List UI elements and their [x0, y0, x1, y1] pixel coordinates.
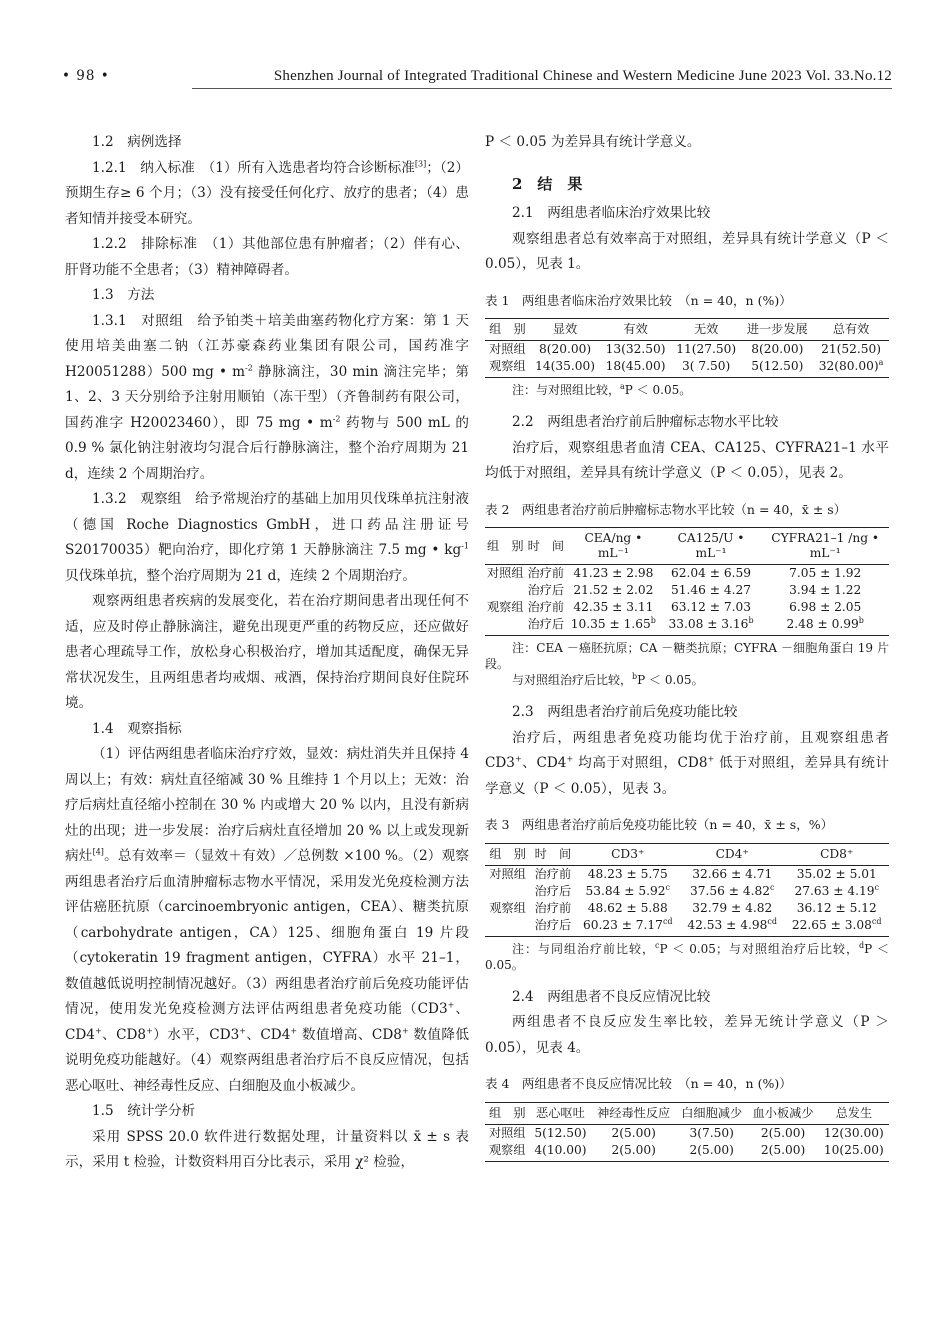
table-row: 治疗后 21.52 ± 2.02 51.46 ± 4.27 3.94 ± 1.22 [527, 583, 862, 597]
section-2-1-heading: 2.1 两组患者临床治疗效果比较 [512, 205, 711, 221]
table4: 组 别 恶心呕吐 神经毒性反应 白细胞减少 血小板减少 总发生 对照组 5(12.50) 2(5.00) 3(7.50) 2(5.00) 12(30.00) 观察组 4(10.00) 2(5.00) 2(5.00) 2(5.00) 10(25.00) [485, 1102, 889, 1162]
results-heading: 2 结 果 [512, 174, 583, 193]
header-rule [192, 88, 892, 89]
table-row: 观察组 14(35.00) 18(45.00) 3( 7.50) 5(12.50) $32(80.00)^a$ [485, 358, 889, 378]
table1-header: 有效 [600, 319, 671, 341]
significance-line: P ＜ 0.05 为差异具有统计学意义。 [485, 134, 701, 150]
table-row: 观察组 4(10.00) 2(5.00) 2(5.00) 2(5.00) 10(25.00) [485, 1142, 889, 1162]
section-2-2-text: 治疗后，观察组患者血清 CEA、CA125、CYFRA21–1 水平均低于对照组，差异具有统计学意义（P ＜ 0.05），见表 2。 [485, 439, 889, 481]
table-row: 对照组 治疗前 48.23 ± 5.75 32.66 ± 4.71 35.02 ± 5.01 [489, 866, 877, 881]
table-row: 对照组 8(20.00) 13(32.50) 11(27.50) 8(20.00) 21(52.50) [489, 342, 882, 356]
table3: 组 别 时 间 CD3⁺ CD4⁺ CD8⁺ 对照组 治疗前 48.23 ± 5.75 32.66 ± 4.71 35.02 ± 5.01 治疗后 53.84 ± 5.92$^c$ 37.56 ± 4.82$^c$ 27.63 ± 4.19$^c$ 观察组 治疗前 48.62 ± 5.88 32.79 ± 4.82 36.12 ± 5.12 治疗后 60.23 ± 7.17$^{cd}$ 42.53 ± 4.98$^{cd}$ 22.65 ± 3.08$^{cd}$ [485, 843, 889, 937]
section-1-3-heading: 1.3 方法 [92, 287, 155, 303]
page-number: • 98 • [62, 68, 110, 84]
table-row: 治疗后 53.84 ± 5.92$^c$ 37.56 ± 4.82$^c$ 27.63 ± 4.19$^c$ [534, 882, 879, 898]
running-header [62, 66, 892, 88]
exclusion-criteria: 1.2.2 排除标准 （1）其他部位患有肿瘤者；（2）伴有心、肝肾功能不全患者；（3）精神障碍者。 [65, 236, 469, 278]
table1 [485, 318, 889, 378]
table1-header: 无效 [671, 319, 742, 341]
observation-paragraph: 观察两组患者疾病的发展变化，若在治疗期间患者出现任何不适，应及时停止静脉滴注，避免出现更严重的药物反应，还应做好患者心理疏导工作，放松身心积极治疗，增加其适配度，确保无异常状况发生，且两组患者均戒烟、戒酒，保持治疗期间良好住院环境。 [65, 593, 469, 711]
section-2-3-heading: 2.3 两组患者治疗前后免疫功能比较 [512, 704, 738, 720]
table-row: 对照组 治疗前 41.23 ± 2.98 62.04 ± 6.59 7.05 ± 1.92 [487, 566, 862, 580]
right-column [485, 130, 889, 1162]
section-2-4-heading: 2.4 两组患者不良反应情况比较 [512, 988, 711, 1005]
table1-header: 显效 [530, 319, 601, 341]
table1-header: 进一步发展 [741, 319, 813, 341]
section-1-2-heading: 1.2 病例选择 [92, 134, 182, 150]
table2: 组 别 时 间 CEA/ng • mL⁻¹ CA125/U • mL⁻¹ CYFRA21–1 /ng • mL⁻¹ 对照组 治疗前 41.23 ± 2.98 62.04 ± 6.59 7.05 ± 1.92 治疗后 21.52 ± 2.02 51.46 ± 4.27 3.94 ± 1.22 观察组 治疗前 42.35 ± 3.11 63.12 ± 7.03 6.98 ± 2.05 治疗后 10.35 ± 1.65$^b$ 33.08 ± 3.16$^b$ 2.48 ± 0.99$^b$ [485, 527, 889, 636]
table-row: 对照组 5(12.50) 2(5.00) 3(7.50) 2(5.00) 12(30.00) [489, 1125, 884, 1140]
observation-group-method: 1.3.2 观察组 给予常规治疗的基础上加用贝伐珠单抗注射液（德国 Roche Diagnostics GmbH，进口药品注册证号 S20170035）靶向治疗，即化疗第 1 天静脉滴注 7.5 mg • $kg^{-1}$ 贝伐珠单抗，整个治疗周期为 21 d，连续 2 个周期治疗。 [65, 491, 469, 584]
table3-note: 注：与同组治疗前比较，$^c$P ＜ 0.05；与对照组治疗后比较，$^d$P ＜ 0.05。 [485, 940, 889, 972]
table2-caption: 表 2 两组患者治疗前后肿瘤标志物水平比较（n = 40，x̄ ± s） [485, 501, 847, 517]
table1-header: 组 别 [485, 319, 530, 341]
table2-note-2: 与对照组治疗后比较，$^b$P ＜ 0.05。 [512, 672, 704, 687]
statistics-paragraph: 采用 SPSS 20.0 软件进行数据处理，计量资料以 x̄ ± s 表示，采用 t 检验，计数资料用百分比表示，采用 χ² 检验， [65, 1128, 469, 1170]
table-row: 观察组 治疗前 42.35 ± 3.11 63.12 ± 7.03 6.98 ± 2.05 [487, 600, 862, 614]
table-row: 观察组 治疗前 48.62 ± 5.88 32.79 ± 4.82 36.12 ± 5.12 [489, 900, 877, 915]
section-2-1-text: 观察组患者总有效率高于对照组，差异具有统计学意义（P ＜ 0.05），见表 1。 [485, 230, 889, 272]
section-1-5-heading: 1.5 统计学分析 [92, 1103, 196, 1119]
table1-caption: 表 1 两组患者临床治疗效果比较 （n = 40，n (%)） [485, 292, 792, 308]
journal-title: Shenzhen Journal of Integrated Traditional Chinese and Western Medicine June 2023 Vol. 33.No.12 [273, 68, 892, 84]
table2-note: 注：CEA －癌胚抗原；CA －糖类抗原；CYFRA －细胞角蛋白 19 片段。 [485, 641, 889, 671]
table3-caption: 表 3 两组患者治疗前后免疫功能比较（n = 40，x̄ ± s，%） [485, 817, 834, 832]
left-column [65, 130, 469, 1176]
table1-header: 总有效 [813, 319, 889, 341]
table4-caption: 表 4 两组患者不良反应情况比较 （n = 40，n (%)） [485, 1076, 792, 1091]
inclusion-criteria: 1.2.1 纳入标准 （1）所有入选患者均符合诊断标准[3]；（2）预期生存≥ 6 个月；（3）没有接受任何化疗、放疗的患者；（4）患者知情并接受本研究。 [65, 158, 469, 227]
table1-note: 注：与对照组比较，$^a$P ＜ 0.05。 [512, 382, 692, 397]
indicators-paragraph: （1）评估两组患者临床治疗疗效，显效：病灶消失并且保持 4 周以上；有效：病灶直径缩减 30 % 且维持 1 个月以上；无效：治疗后病灶直径缩小控制在 30 % 内或增大 20 % 以内，且没有新病灶的出现；进一步发展：治疗后病灶直径增加 20 % 以上或发现新病灶[4]。总有效率＝（显效＋有效）／总例数 ×100 %。（2）观察两组患者治疗后血清肿瘤标志物水平情况，采用发光免疫检测方法评估癌胚抗原（carcinoembryonic antigen，CEA）、糖类抗原（carbohydrate antigen，CA）125、细胞角蛋白 19 片段（cytokeratin 19 fragment antigen，CYFRA）水平 21–1，数值越低说明控制情况越好。（3）两组患者治疗前后免疫功能评估情况，使用发光免疫检测方法评估两组患者免疫功能（CD3+、CD4+、CD8+）水平，CD3+、CD4+ 数值增高、CD8+ 数值降低说明免疫功能越好。（4）观察两组患者治疗后不良反应情况，包括恶心呕吐、神经毒性反应、白细胞及血小板减少。 [65, 746, 470, 1094]
table-row: 治疗后 60.23 ± 7.17$^{cd}$ 42.53 ± 4.98$^{cd}$ 22.65 ± 3.08$^{cd}$ [485, 917, 889, 937]
section-2-2-heading: 2.2 两组患者治疗前后肿瘤标志物水平比较 [512, 414, 779, 430]
table-row: 治疗后 10.35 ± 1.65$^b$ 33.08 ± 3.16$^b$ 2.48 ± 0.99$^b$ [485, 616, 889, 636]
control-group-method: 1.3.1 对照组 给予铂类＋培美曲塞药物化疗方案：第 1 天使用培美曲塞二钠（江苏豪森药业集团有限公司，国药准字 H20051288）500 mg • $m^{-2}$ 静脉滴注，30 min 滴注完毕；第 1、2、3 天分别给予注射用顺铂（冻干型）（齐鲁制药有限公司，国药准字 H20023460），即 75 mg • $m^{-2}$ 药物与 500 mL 的 0.9 % 氯化钠注射液均匀混合后行静脉滴注，整个治疗周期为 21 d，连续 2 个周期治疗。 [65, 312, 469, 482]
section-2-4-text: 两组患者不良反应发生率比较，差异无统计学意义（P ＞ 0.05），见表 4。 [485, 1014, 889, 1056]
section-2-3-text: 治疗后，两组患者免疫功能均优于治疗前，且观察组患者 CD3+、CD4+ 均高于对照组，CD8+ 低于对照组，差异具有统计学意义（P ＜ 0.05），见表 3。 [485, 729, 889, 797]
section-1-4-heading: 1.4 观察指标 [92, 720, 182, 737]
